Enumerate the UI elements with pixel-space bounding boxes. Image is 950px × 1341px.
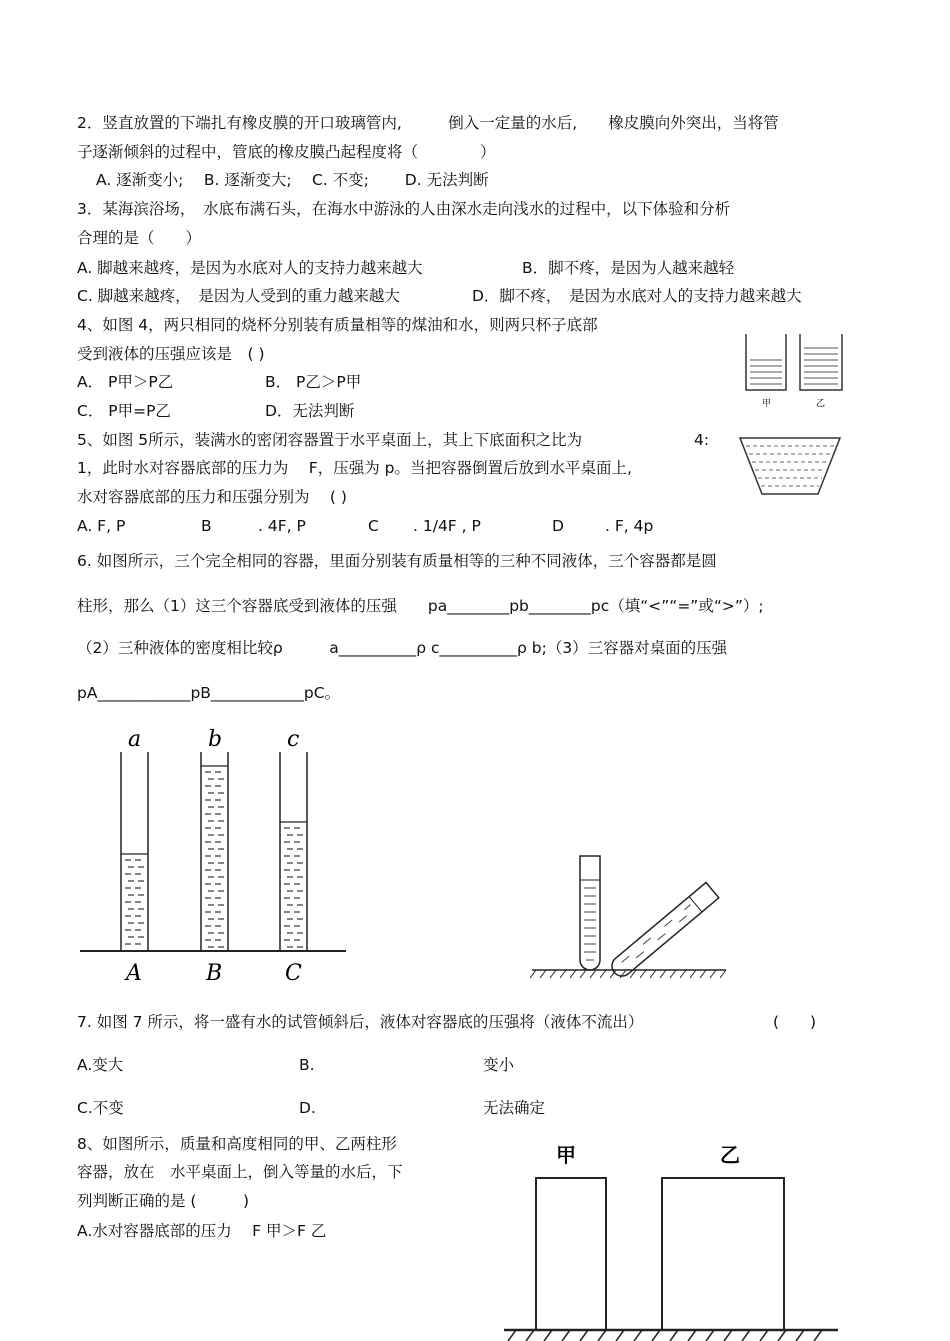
q5-ratio: 4: <box>694 431 710 449</box>
q4-option-a: A． P甲＞P乙 <box>77 373 174 391</box>
tube-base-label-c: C <box>285 961 302 986</box>
container-jia <box>536 1178 606 1330</box>
q5-line3: 水对容器底部的压力和压强分别为 ( ) <box>77 488 347 506</box>
q8-line1: 8、如图所示，质量和高度相同的甲、乙两柱形 <box>77 1135 397 1153</box>
three-tubes-figure <box>78 722 350 988</box>
tube-b <box>201 752 228 951</box>
cylinders-figure <box>504 1136 838 1341</box>
q7-option-b-text: 变小 <box>483 1056 515 1074</box>
q3-option-d: D．脚不疼， 是因为水底对人的支持力越来越大 <box>472 287 802 305</box>
beaker-jia <box>746 334 786 390</box>
q7-option-b: B. <box>299 1056 315 1074</box>
tube-base-label-b: B <box>206 961 223 986</box>
q8-line3: 列判断正确的是 ( ) <box>77 1192 250 1210</box>
q6-line1: 6. 如图所示，三个完全相同的容器，里面分别装有质量相等的三种不同液体，三个容器都是圆 <box>77 552 717 570</box>
tube-label-a: a <box>128 727 142 752</box>
q7-option-d-text: 无法确定 <box>483 1099 546 1117</box>
q5-option-d-text: . F, 4p <box>605 517 654 535</box>
q4-option-c: C． P甲=P乙 <box>77 402 171 420</box>
upright-test-tube <box>580 856 600 970</box>
q3-option-a: A. 脚越来越疼，是因为水底对人的支持力越来越大 <box>77 259 423 277</box>
q2-line1: 2．竖直放置的下端扎有橡皮膜的开口玻璃管内, 倒入一定量的水后, 橡皮膜向外突出，当将管 <box>77 114 779 132</box>
tube-base-label-a: A <box>126 961 142 986</box>
q8-line2: 容器，放在 水平桌面上，倒入等量的水后，下 <box>77 1163 403 1181</box>
test-tubes-figure <box>530 852 730 984</box>
q5-option-d: D <box>552 517 564 535</box>
q7-option-a: A.变大 <box>77 1056 124 1074</box>
q7-answer-paren: ( ) <box>773 1013 817 1031</box>
container-label-yi: 乙 <box>720 1143 740 1167</box>
q7-line1: 7. 如图 7 所示，将一盛有水的试管倾斜后，液体对容器底的压强将（液体不流出） <box>77 1013 644 1031</box>
q3-line1: 3．某海滨浴场， 水底布满石头，在海水中游泳的人由深水走向浅水的过程中，以下体验和分析 <box>77 200 731 218</box>
q4-option-d: D．无法判断 <box>265 402 355 420</box>
q6-line3: （2）三种液体的密度相比较ρ a__________ρ c__________ρ b;（3）三容器对桌面的压强 <box>77 639 728 657</box>
q3-option-b: B．脚不疼，是因为人越来越轻 <box>522 259 735 277</box>
tube-a <box>121 752 148 951</box>
q3-option-c: C. 脚越来越疼， 是因为人受到的重力越来越大 <box>77 287 400 305</box>
container-label-jia: 甲 <box>556 1143 576 1167</box>
q5-line1: 5、如图 5所示，装满水的密闭容器置于水平桌面上，其上下底面积之比为 <box>77 431 583 449</box>
q2-line2: 子逐渐倾斜的过程中，管底的橡皮膜凸起程度将（ ） <box>77 143 496 161</box>
q5-line2: 1，此时水对容器底部的压力为 F，压强为 p。当把容器倒置后放到水平桌面上, <box>77 459 632 477</box>
q4-option-b: B． P乙＞P甲 <box>265 373 362 391</box>
tube-label-b: b <box>208 727 223 752</box>
q4-line1: 4、如图 4，两只相同的烧杯分别装有质量相等的煤油和水，则两只杯子底部 <box>77 316 598 334</box>
table-hatching <box>508 1330 822 1341</box>
beakers-figure <box>742 330 848 410</box>
q5-option-b-text: . 4F, P <box>258 517 306 535</box>
q5-option-c-text: . 1/4F , P <box>413 517 481 535</box>
q5-option-a: A. F, P <box>77 517 126 535</box>
q6-line2: 柱形，那么（1）这三个容器底受到液体的压强 pa________pb________pc（填“<”“=”或“>”）; <box>77 597 764 615</box>
q6-line4: pA____________pB____________pC。 <box>77 684 341 702</box>
q5-option-b: B <box>201 517 212 535</box>
q7-option-c: C.不变 <box>77 1099 124 1117</box>
beaker-yi <box>800 334 842 390</box>
trapezoid-container-figure <box>738 436 842 498</box>
tube-c <box>280 752 307 951</box>
tube-label-c: c <box>287 727 300 752</box>
beaker-label-yi: 乙 <box>816 399 826 409</box>
q7-option-d: D. <box>299 1099 316 1117</box>
beaker-label-jia: 甲 <box>762 399 772 409</box>
q8-option-a: A.水对容器底部的压力 F 甲＞F 乙 <box>77 1222 327 1240</box>
container-yi <box>662 1178 784 1330</box>
q5-option-c: C <box>368 517 379 535</box>
tilted-test-tube <box>608 882 719 980</box>
q3-line2: 合理的是（ ） <box>77 229 202 247</box>
q2-options: A. 逐渐变小; B. 逐渐变大; C. 不变; D. 无法判断 <box>96 171 489 189</box>
q4-line2: 受到液体的压强应该是 ( ) <box>77 345 265 363</box>
